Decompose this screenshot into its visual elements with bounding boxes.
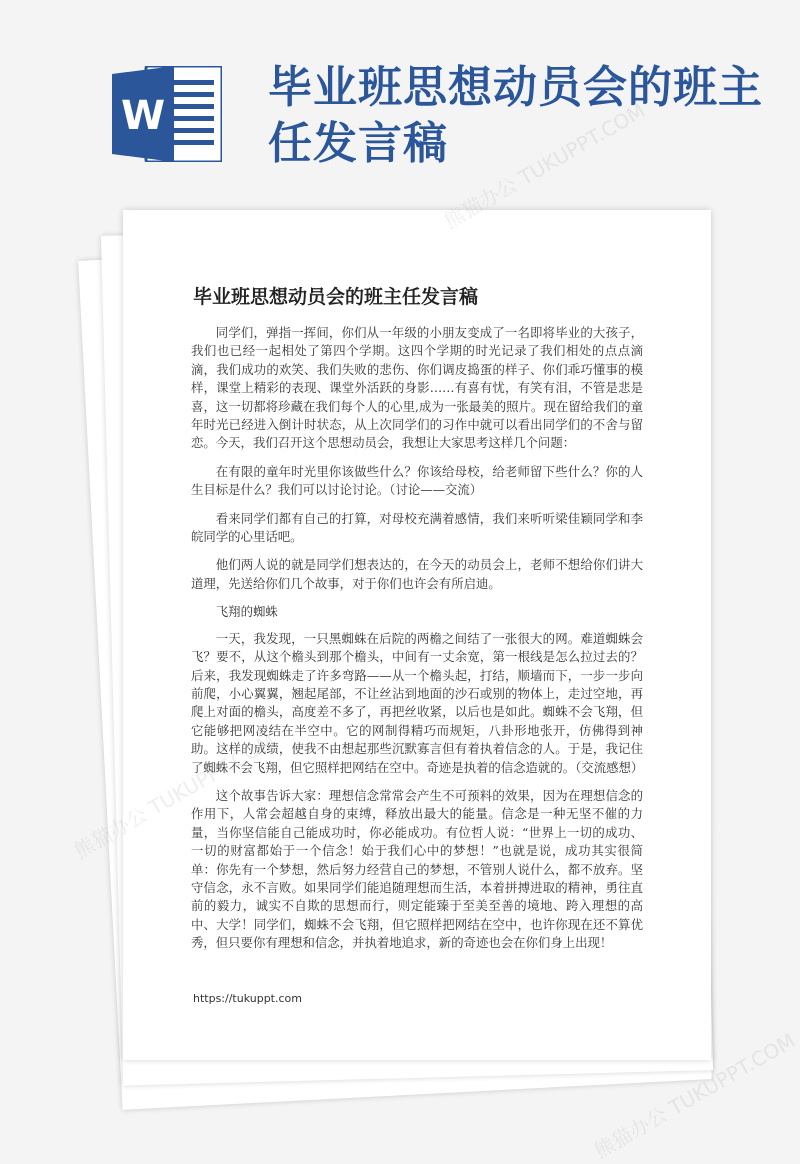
svg-text:W: W: [120, 93, 166, 139]
paragraph: 他们两人说的就是同学们想表达的，在今天的动员会上，老师不想给你们讲大道理，先送给你们几个故事，对于你们也许会有所启迪。: [191, 557, 643, 591]
watermark: 熊猫办公 TUKUPPT.COM: [590, 1028, 800, 1164]
document-title: 毕业班思想动员会的班主任发言稿: [193, 286, 479, 308]
paragraph: 一天，我发现，一只黑蜘蛛在后院的两檐之间结了一张很大的网。难道蜘蛛会飞？要不，从这个檐头到那个檐头，中间有一丈余宽，第一根线是怎么拉过去的？后来，我发现蜘蛛走了许多弯路——从一个檐头起，打结，顺墙而下，一步一步向前爬，小心翼翼，翘起尾部，不让丝沾到地面的沙石或别的物体上，走过空地，再爬上对面的檐头，高度差不多了，再把丝收紧，以后也是如此。蜘蛛不会飞翔，但它能够把网凌结在半空中。它的网制得精巧而规矩，八卦形地张开，仿佛得到神助。这样的成绩，使我不由想起那些沉默寡言但有着执着信念的人。于是，我记住了蜘蛛不会飞翔，但它照样把网结在空中。奇迹是执着的信念造就的。（交流感想）: [191, 630, 644, 775]
header: [0, 0, 800, 200]
page-title: 毕业班思想动员会的班主任发言稿: [268, 62, 763, 169]
document-body: [191, 324, 643, 963]
paragraph: 这个故事告诉大家：理想信念常常会产生不可预料的效果，因为在理想信念的作用下，人常会超越自身的束缚，释放出最大的能量。信念是一种无坚不催的力量，当你坚信能自己能成功时，你必能成功。有位哲人说：“世界上一切的成功、一切的财富都始于一个信念！始于我们心中的梦想！”也就是说，成功其实很简单：你先有一个梦想，然后努力经营自己的梦想，不管别人说什么，都不放弃。坚守信念，永不言败。如果同学们能追随理想而生活，本着拼搏进取的精神，勇往直前的毅力，诚实不自欺的思想而行，则定能臻于至美至善的境地、跨入理想的高中、大学！同学们，蜘蛛不会飞翔，但它照样把网结在空中，也许你现在还不算优秀，但只要你有理想和信念，并执着地追求，新的奇迹也会在你们身上出现！: [191, 787, 643, 951]
word-document-icon: [112, 66, 222, 162]
paragraph: 同学们，弹指一挥间，你们从一年级的小朋友变成了一名即将毕业的大孩子，我们也已经一起相处了第四个学期。这四个学期的时光记录了我们相处的点点滴滴，我们成功的欢笑、我们失败的悲伤、你们调皮捣蛋的样子、你们乖巧懂事的模样，课堂上精彩的表现、课堂外活跃的身影……有喜有忧，有笑有泪，不管是悲是喜，这一切都将珍藏在我们每个人的心里,成为一张最美的照片。现在留给我们的童年时光已经进入倒计时状态，从上次同学们的习作中就可以看出同学们的不舍与留恋。今天，我们召开这个思想动员会，我想让大家思考这样几个问题：: [191, 325, 643, 451]
paragraph: 看来同学们都有自己的打算，对母校充满着感情，我们来听听梁佳颖同学和李皖同学的心里话吧。: [191, 510, 643, 545]
document-page: [123, 210, 711, 1060]
story-title: 飞翔的蜘蛛: [215, 604, 278, 620]
paragraph: 在有限的童年时光里你该做些什么？你该给母校，给老师留下些什么？你的人生目标是什么？我们可以讨论讨论。（讨论——交流）: [191, 463, 643, 498]
watermark: 熊猫办公 TUKUPPT.COM: [440, 98, 650, 234]
footer-url: https://tukuppt.com: [193, 992, 302, 1005]
